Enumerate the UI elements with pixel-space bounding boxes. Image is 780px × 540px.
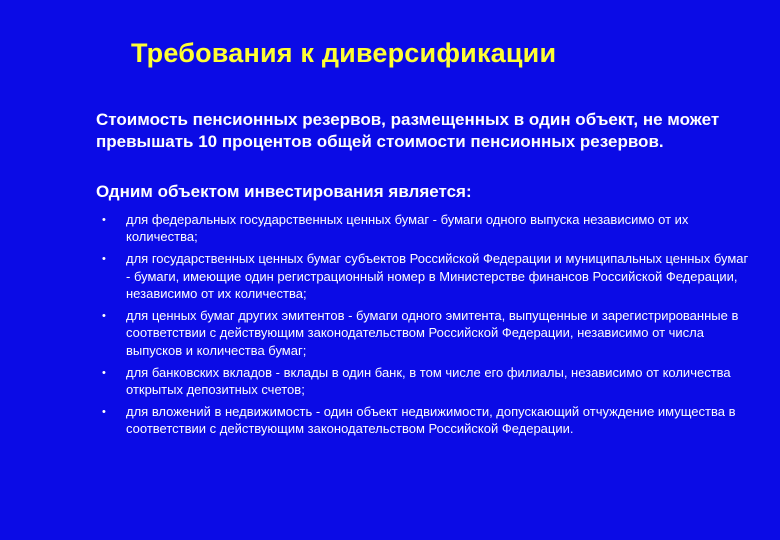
bullet-icon: •	[102, 253, 106, 266]
list-item-text: для банковских вкладов - вклады в один банк, в том числе его филиалы, независимо от количества открытых депозитных счетов;	[126, 364, 731, 398]
list-item	[102, 250, 752, 302]
investment-object-heading: Одним объектом инвестирования является:	[96, 182, 472, 201]
list-item-text: для вложений в недвижимость - один объект недвижимости, допускающий отчуждение имущества в соответствии с действующим законодательством Российской Федерации.	[126, 404, 736, 437]
bullet-icon: •	[102, 214, 106, 226]
list-item	[102, 211, 752, 246]
list-item	[102, 403, 752, 438]
list-item-text: для федеральных государственных ценных бумаг - бумаги одного выпуска независимо от их количества;	[126, 212, 689, 245]
list-item-text: для государственных ценных бумаг субъектов Российской Федерации и муниципальных ценных бумаг - бумаги, имеющие один регистрационный номер в Министерстве финансов Российской Федерации, независимо от их количества;	[126, 251, 749, 302]
list-item-text: для ценных бумаг других эмитентов - бумаги одного эмитента, выпущенные и зарегистрированные в соответствии с действующим законодательством Российской Федерации, независимо от числа выпусков и количества бумаг;	[126, 308, 739, 358]
bullet-icon: •	[102, 310, 106, 323]
bullet-icon: •	[102, 366, 106, 379]
list-item	[102, 364, 752, 399]
diversification-limit-paragraph: Стоимость пенсионных резервов, размещенных в один объект, не может превышать 10 процентов общей стоимости пенсионных резервов.	[96, 110, 720, 151]
slide-title: Требования к диверсификации	[131, 38, 557, 68]
bullet-icon: •	[102, 406, 106, 419]
list-item	[102, 307, 752, 359]
investment-object-list	[102, 211, 752, 442]
